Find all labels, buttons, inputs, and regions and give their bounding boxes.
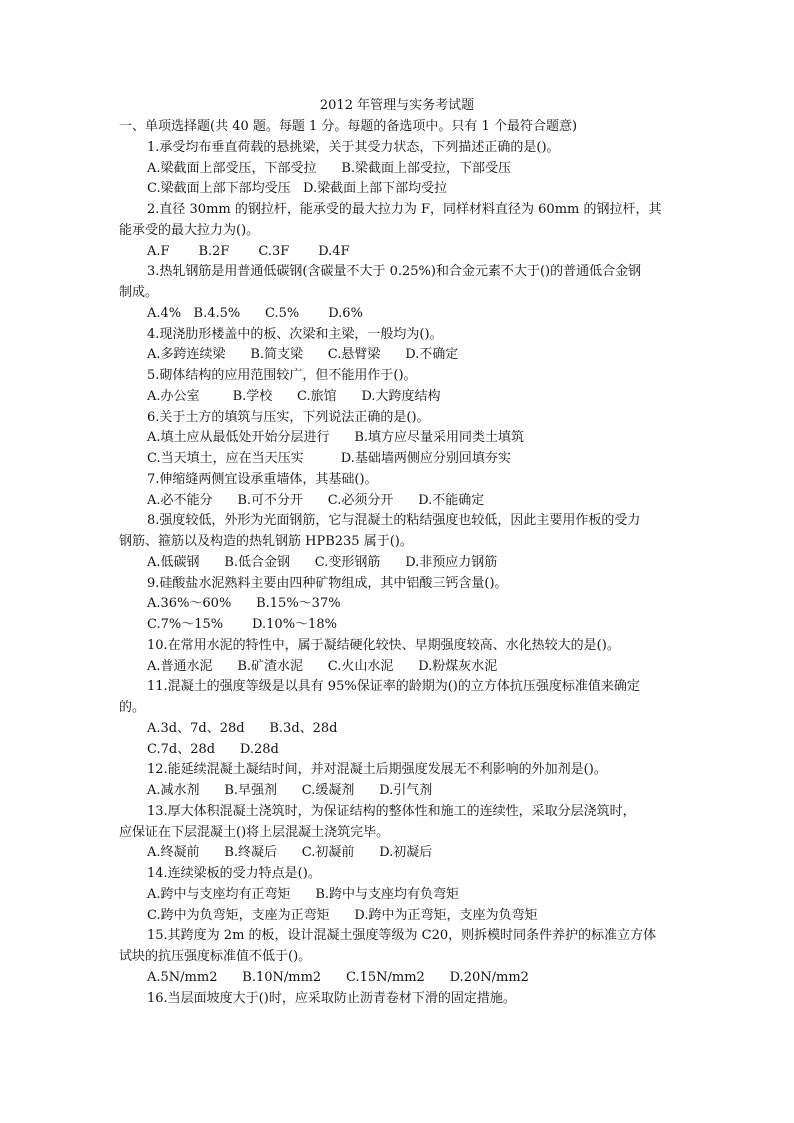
question-continuation: 试块的抗压强度标准值不低于()。: [119, 949, 312, 964]
answer-options: A.减水剂 B.早强剂 C.缓凝剂 D.引气剂: [147, 783, 433, 798]
answer-options: C.7%～15% D.10%～18%: [147, 617, 337, 632]
document-title: 2012 年管理与实务考试题: [319, 98, 475, 113]
answer-options: A.多跨连续梁 B.简支梁 C.悬臂梁 D.不确定: [147, 347, 459, 363]
section-heading: 一、单项选择题(共 40 题。每题 1 分。每题的备选项中。只有 1 个最符合题意): [119, 119, 578, 134]
answer-options: C.7d、28d D.28d: [147, 741, 279, 757]
document-body: [0, 117, 794, 1009]
question-text: 14.连续梁板的受力特点是()。: [147, 866, 321, 881]
question-text: 7.伸缩缝两侧宜设承重墙体，其基础()。: [147, 471, 378, 487]
answer-options: C.梁截面上部下部均受压 D.梁截面上部下部均受拉: [147, 181, 448, 197]
answer-options: A.梁截面上部受压，下部受拉 B.梁截面上部受拉，下部受压: [147, 160, 512, 176]
answer-options: C.当天填土，应在当天压实 D.基础墙两侧应分别回填夯实: [147, 451, 511, 466]
question-continuation: 能承受的最大拉力为()。: [119, 222, 260, 238]
question-continuation: 制成。: [119, 285, 159, 300]
answer-options: A.普通水泥 B.矿渣水泥 C.火山水泥 D.粉煤灰水泥: [147, 658, 498, 674]
answer-options: A.4% B.4.5% C.5% D.6%: [147, 305, 363, 321]
answer-options: C.跨中为负弯矩，支座为正弯矩 D.跨中为正弯矩，支座为负弯矩: [147, 907, 538, 923]
answer-options: A.必不能分 B.可不分开 C.必须分开 D.不能确定: [147, 492, 485, 508]
answer-options: A.办公室 B.学校 C.旅馆 D.大跨度结构: [147, 388, 441, 404]
question-text: 4.现浇肋形楼盖中的板、次梁和主梁，一般均为()。: [147, 326, 443, 342]
answer-options: A.36%～60% B.15%～37%: [147, 596, 341, 612]
question-text: 11.混凝土的强度等级是以具有 95%保证率的龄期为()的立方体抗压强度标准值来确定: [147, 679, 640, 695]
answer-options: A.3d、7d、28d B.3d、28d: [147, 720, 338, 736]
question-continuation: 钢筋、箍筋以及构造的热轧钢筋 HPB235 属于()。: [119, 534, 413, 549]
question-continuation: 的。: [119, 700, 146, 715]
question-text: 8.强度较低，外形为光面钢筋，它与混凝土的粘结强度也较低，因此主要用作板的受力: [147, 513, 641, 529]
answer-options: A.跨中与支座均有正弯矩 B.跨中与支座均有负弯矩: [147, 886, 460, 902]
answer-options: A.填土应从最低处开始分层进行 B.填方应尽量采用同类土填筑: [147, 430, 525, 446]
question-text: 9.硅酸盐水泥熟料主要由四种矿物组成，其中铝酸三钙含量()。: [147, 575, 508, 591]
answer-options: A.5N/mm2 B.10N/mm2 C.15N/mm2 D.20N/mm2: [147, 969, 529, 985]
question-text: 5.砌体结构的应用范围较广，但不能用作于()。: [147, 368, 417, 383]
question-text: 13.厚大体积混凝土浇筑时，为保证结构的整体性和施工的连续性，采取分层浇筑时，: [147, 803, 636, 819]
answer-options: A.F B.2F C.3F D.4F: [147, 243, 350, 259]
answer-options: A.终凝前 B.终凝后 C.初凝前 D.初凝后: [147, 845, 433, 861]
question-text: 1.承受均布垂直荷载的悬挑梁，关于其受力状态，下列描述正确的是()。: [147, 139, 560, 155]
question-continuation: 应保证在下层混凝土()将上层混凝土浇筑完毕。: [119, 824, 390, 840]
question-text: 15.其跨度为 2m 的板，设计混凝土强度等级为 C20，则拆模时同条件养护的标准立方体: [147, 928, 657, 944]
question-text: 3.热轧钢筋是用普通低碳钢(含碳量不大于 0.25%)和合金元素不大于()的普通低合金钢: [147, 264, 642, 280]
question-text: 12.能延续混凝土凝结时间，并对混凝土后期强度发展无不利影响的外加剂是()。: [147, 762, 607, 778]
question-text: 2.直径 30mm 的钢拉杆，能承受的最大拉力为 F，同样材料直径为 60mm 的钢拉杆，其: [147, 202, 662, 217]
question-text: 10.在常用水泥的特性中，属于凝结硬化较快、早期强度较高、水化热较大的是()。: [147, 637, 620, 653]
question-text: 16.当层面坡度大于()时，应采取防止沥青卷材下滑的固定措施。: [147, 990, 516, 1006]
question-text: 6.关于土方的填筑与压实，下列说法正确的是()。: [147, 409, 430, 425]
answer-options: A.低碳钢 B.低合金钢 C.变形钢筋 D.非预应力钢筋: [147, 554, 498, 570]
